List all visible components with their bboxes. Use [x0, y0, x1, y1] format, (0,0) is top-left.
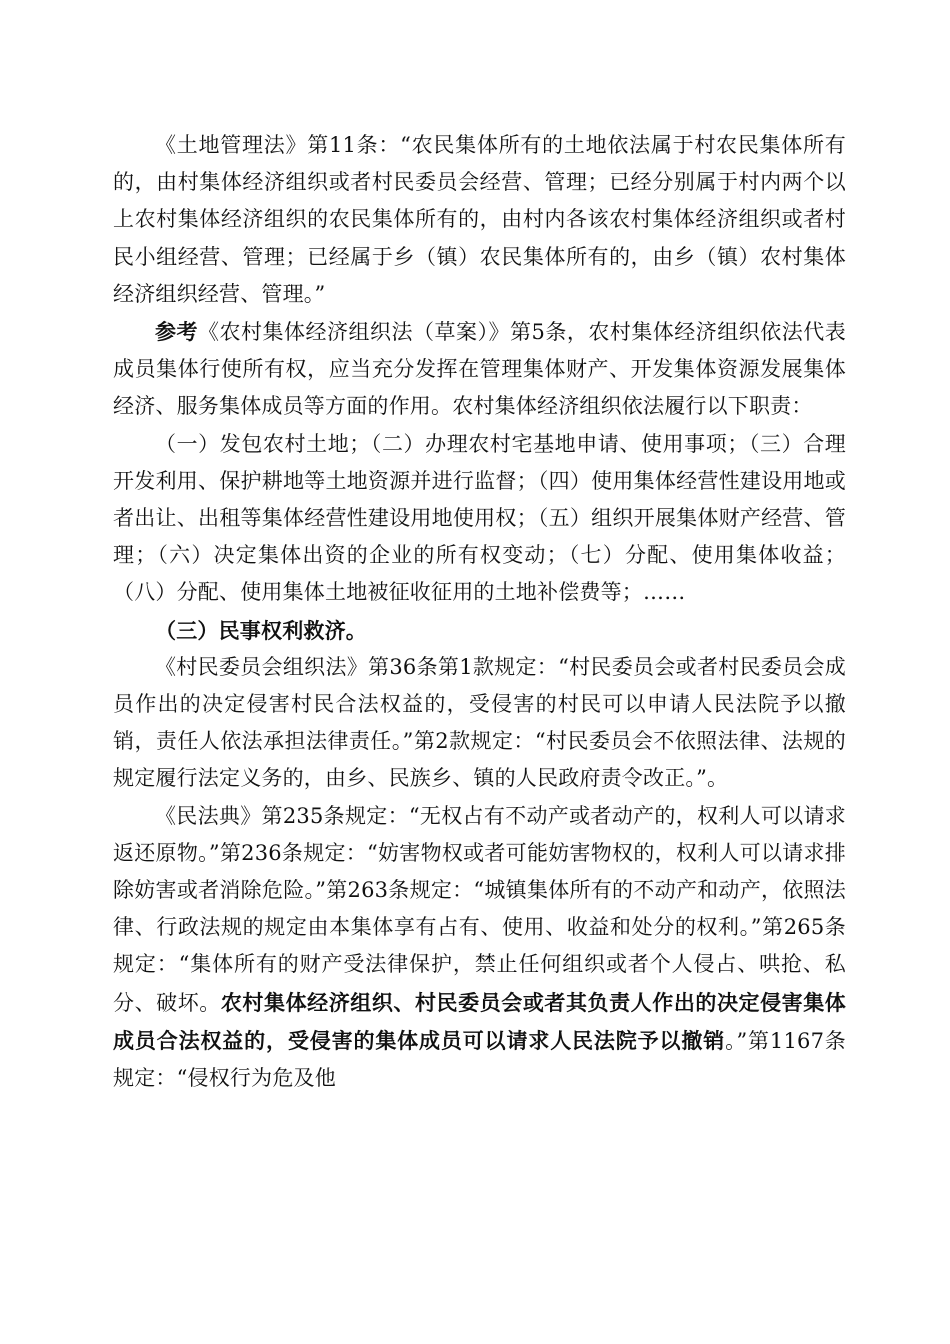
paragraph-civil-code — [113, 798, 846, 1098]
paragraph-collective-org-law-draft — [113, 313, 846, 426]
civil-code-text-a: 《民法典》第235条规定：“无权占有不动产或者动产的，权利人可以请求返还原物。”第236条规定：“妨害物权或者可能妨害物权的，权利人可以请求排除妨害或者消除危险。”第263条规定：“城镇集体所有的不动产和动产，依照法律、行政法规的规定由本集体享有占有、使用、收益和处分的权利。”第265条规定：“集体所有的财产受法律保护，禁止任何组织或者个人侵占、哄抢、私分、破坏。 — [113, 803, 846, 1015]
paragraph-duties-list: （一）发包农村土地；（二）办理农村宅基地申请、使用事项；（三）合理开发利用、保护耕地等土地资源并进行监督；（四）使用集体经营性建设用地或者出让、出租等集体经营性建设用地使用权；（五）组织开展集体财产经营、管理；（六）决定集体出资的企业的所有权变动；（七）分配、使用集体收益；（八）分配、使用集体土地被征收征用的土地补偿费等；…… — [113, 431, 846, 605]
section-heading-civil-remedy: （三）民事权利救济。 — [155, 617, 367, 643]
paragraph-land-management-law: 《土地管理法》第11条：“农民集体所有的土地依法属于村农民集体所有的，由村集体经济组织或者村民委员会经营、管理；已经分别属于村内两个以上农村集体经济组织的农民集体所有的，由村内各该农村集体经济组织或者村民小组经营、管理；已经属于乡（镇）农民集体所有的，由乡（镇）农村集体经济组织经营、管理。” — [113, 133, 846, 306]
civil-code-text-b: 。”第1167条规定：“侵权行为危及他 — [113, 1028, 846, 1091]
paragraph-villager-committee-law: 《村民委员会组织法》第36条第1款规定：“村民委员会或者村民委员会成员作出的决定侵害村民合法权益的，受侵害的村民可以申请人民法院予以撤销，责任人依法承担法律责任。”第2款规定：“村民委员会不依照法律、法规的规定履行法定义务的，由乡、民族乡、镇的人民政府责令改正。”。 — [113, 654, 846, 791]
reference-text: 《农村集体经济组织法（草案）》第5条，农村集体经济组织依法代表成员集体行使所有权，应当充分发挥在管理集体财产、开发集体资源发展集体经济、服务集体成员等方面的作用。农村集体经济组织依法履行以下职责： — [113, 320, 846, 419]
reference-label: 参考 — [155, 319, 198, 345]
civil-code-bold-text: 农村集体经济组织、村民委员会或者其负责人作出的决定侵害集体成员合法权益的，受侵害的集体成员可以请求人民法院予以撤销 — [113, 989, 846, 1053]
